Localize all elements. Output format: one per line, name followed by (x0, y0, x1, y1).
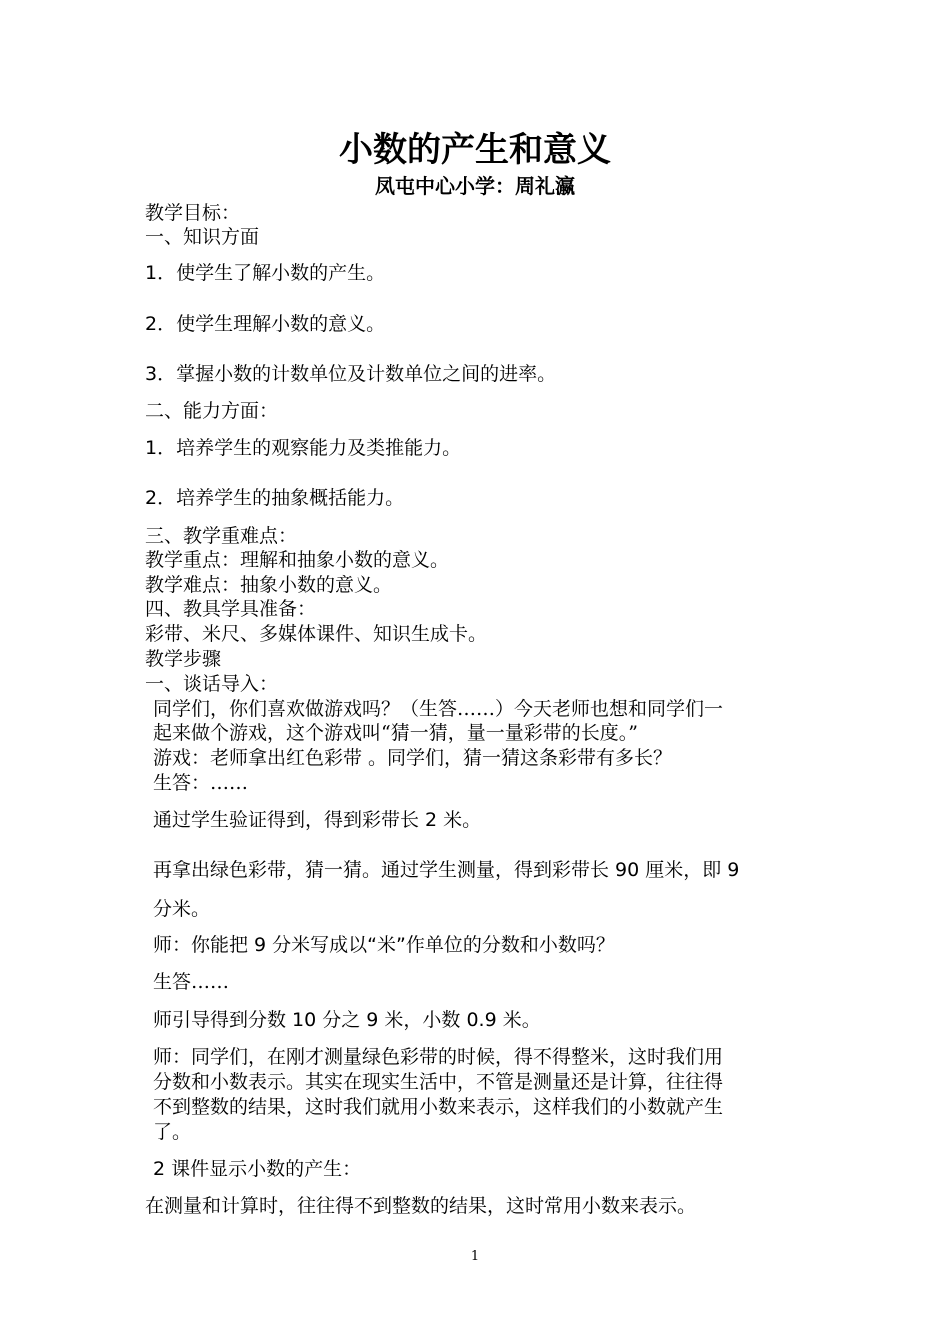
text-line: 3．掌握小数的计数单位及计数单位之间的进率。 (145, 363, 557, 385)
text-line: 一、知识方面 (145, 226, 260, 248)
text-line: 师引导得到分数 10 分之 9 米，小数 0.9 米。 (153, 1009, 541, 1031)
text-line: 再拿出绿色彩带，猜一猜。通过学生测量，得到彩带长 90 厘米，即 9 (153, 859, 740, 881)
text-line: 在测量和计算时，往往得不到整数的结果，这时常用小数来表示。 (145, 1195, 697, 1217)
text-line: 分米。 (153, 898, 211, 920)
text-line: 2．培养学生的抽象概括能力。 (145, 487, 405, 509)
text-line: 1．培养学生的观察能力及类推能力。 (145, 437, 462, 459)
page-title: 小数的产生和意义 (339, 130, 611, 170)
page-number: 1 (470, 1249, 480, 1264)
text-line: 教学目标： (145, 202, 241, 224)
text-line: 一、谈话导入： (145, 673, 279, 695)
text-line: 生答：…… (153, 772, 249, 794)
text-line: 教学重点：理解和抽象小数的意义。 (145, 549, 450, 571)
text-line: 彩带、米尺、多媒体课件、知识生成卡。 (145, 623, 488, 645)
text-line: 师：同学们，在刚才测量绿色彩带的时候，得不得整米，这时我们用 (153, 1046, 724, 1068)
text-line: 师：你能把 9 分米写成以“米”作单位的分数和小数吗？ (153, 934, 615, 956)
text-line: 三、教学重难点： (145, 525, 298, 547)
page-subtitle: 凤屯中心小学：周礼瀛 (375, 174, 575, 198)
text-line: 2．使学生理解小数的意义。 (145, 313, 386, 335)
text-line: 游戏：老师拿出红色彩带 。同学们，猜一猜这条彩带有多长？ (153, 747, 673, 769)
text-line: 2 课件显示小数的产生： (153, 1158, 362, 1180)
text-line: 教学步骤 (145, 648, 222, 670)
text-line: 教学难点：抽象小数的意义。 (145, 574, 393, 596)
text-line: 起来做个游戏，这个游戏叫“猜一猜，量一量彩带的长度。” (153, 722, 638, 744)
text-line: 分数和小数表示。其实在现实生活中，不管是测量还是计算，往往得 (153, 1071, 724, 1093)
text-line: 通过学生验证得到，得到彩带长 2 米。 (153, 809, 482, 831)
text-line: 生答…… (153, 971, 230, 993)
text-line: 1．使学生了解小数的产生。 (145, 262, 386, 284)
text-line: 四、教具学具准备： (145, 598, 317, 620)
text-line: 同学们，你们喜欢做游戏吗？（生答……）今天老师也想和同学们一 (153, 698, 724, 720)
text-line: 不到整数的结果，这时我们就用小数来表示，这样我们的小数就产生 (153, 1096, 724, 1118)
text-line: 了。 (153, 1121, 192, 1143)
text-line: 二、能力方面： (145, 400, 279, 422)
